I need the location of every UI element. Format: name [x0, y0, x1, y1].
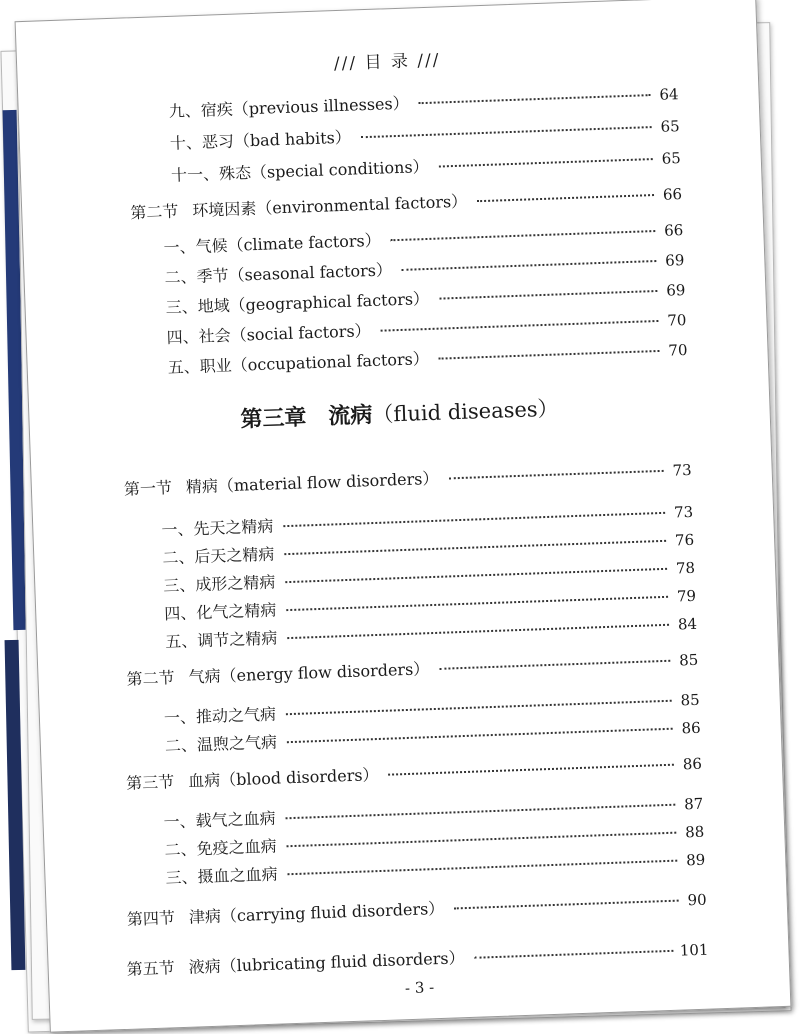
leader-dots — [439, 158, 653, 167]
toc-section-4[interactable] — [127, 887, 707, 930]
toc-entry-label: 一、先天之精病 — [161, 516, 274, 540]
chapter-number: 第三章 — [240, 404, 307, 433]
toc-entry-label: 一、气候（climate factors） — [163, 230, 382, 258]
toc-entry-page: 88 — [684, 822, 705, 842]
section-page: 73 — [672, 460, 692, 480]
leader-dots — [285, 568, 667, 583]
toc-entry-page: 70 — [668, 340, 688, 360]
section-title: 津病（carrying fluid disorders） — [188, 898, 445, 927]
toc-entry-label: 十、恶习（bad habits） — [169, 127, 352, 153]
toc-entry-page: 73 — [673, 502, 694, 522]
section-number: 第三节 — [125, 772, 175, 793]
toc-entry-page: 65 — [661, 149, 682, 168]
section-number: 第二节 — [129, 201, 179, 223]
toc-entry-page: 76 — [674, 530, 695, 550]
toc-entry-page: 86 — [681, 718, 701, 738]
toc-section-3[interactable] — [126, 751, 702, 794]
section-title: 气病（energy flow disorders） — [188, 659, 430, 687]
toc-entry-label: 三、地域（geographical factors） — [165, 288, 430, 318]
section-page: 101 — [679, 940, 709, 960]
section-page: 86 — [682, 754, 703, 774]
section-title: 精病（material flow disorders） — [185, 468, 439, 497]
section-page: 90 — [687, 890, 707, 910]
leader-dots — [381, 320, 659, 332]
leader-dots — [419, 94, 651, 104]
leader-dots — [439, 350, 660, 360]
section-title: 环境因素（environmental factors） — [191, 191, 468, 221]
page-header: /// 目 录 /// — [333, 50, 441, 75]
leader-dots — [361, 126, 652, 138]
toc-entry-page: 78 — [675, 558, 696, 578]
toc-entry-page: 66 — [663, 221, 684, 240]
toc-entry-label: 十一、殊态（special conditions） — [170, 156, 429, 185]
section-title: 血病（blood disorders） — [187, 765, 379, 791]
toc-entry-label: 四、社会（social factors） — [166, 321, 371, 348]
chapter-heading[interactable] — [29, 384, 770, 441]
section-page: 66 — [662, 185, 683, 204]
toc-entry-label: 九、宿疾（previous illnesses） — [168, 93, 409, 121]
leader-dots — [286, 596, 668, 611]
toc-entry-label: 三、成形之精病 — [163, 572, 276, 596]
section-page: 85 — [678, 650, 699, 670]
toc-entry-page: 70 — [667, 310, 687, 330]
section-number: 第二节 — [126, 668, 175, 689]
leader-dots — [287, 832, 677, 848]
leader-dots — [391, 230, 656, 241]
toc-entry-page: 85 — [680, 690, 700, 710]
toc-entry-label: 二、季节（seasonal factors） — [164, 260, 393, 288]
toc-entry-page: 64 — [659, 85, 679, 104]
leader-dots — [448, 470, 663, 480]
section-title: 液病（lubricating fluid disorders） — [188, 948, 465, 977]
page-number: - 3 - — [404, 978, 435, 998]
leader-dots — [287, 860, 677, 876]
leader-dots — [439, 660, 670, 670]
toc-entry-label: 三、摄血之血病 — [165, 864, 278, 888]
toc-section-environment[interactable] — [130, 181, 682, 223]
toc-entry-page: 84 — [677, 614, 698, 634]
toc-entry-label: 二、免疫之血病 — [164, 836, 277, 860]
leader-dots — [439, 290, 657, 300]
toc-entry-label: 五、调节之精病 — [164, 628, 278, 652]
toc-entry-page: 69 — [665, 281, 686, 300]
toc-entry-label: 一、载气之血病 — [163, 808, 276, 832]
chapter-title-en: （fluid diseases） — [371, 396, 559, 427]
leader-dots — [287, 624, 669, 639]
toc-entry-page: 69 — [664, 251, 685, 270]
toc-page — [15, 0, 792, 1033]
leader-dots — [284, 540, 666, 555]
leader-dots — [454, 900, 678, 910]
chapter-title: 流病 — [327, 402, 373, 430]
leader-dots — [474, 950, 673, 959]
section-number: 第四节 — [126, 908, 176, 929]
toc-entry-label: 四、化气之精病 — [164, 600, 277, 624]
toc-entry-label: 五、职业（occupational factors） — [167, 349, 430, 378]
leader-dots — [477, 194, 654, 202]
toc-entry-page: 79 — [676, 586, 697, 606]
leader-dots — [286, 804, 676, 820]
leader-dots — [402, 260, 656, 271]
toc-section-2[interactable] — [126, 647, 698, 690]
leader-dots — [287, 728, 673, 743]
toc-entry-label: 二、温煦之气病 — [164, 732, 278, 756]
section-number: 第五节 — [126, 958, 176, 979]
toc-entry-page: 65 — [660, 117, 680, 136]
section-number: 第一节 — [123, 478, 173, 499]
toc-entry-page: 87 — [683, 794, 704, 814]
toc-section-1[interactable] — [124, 457, 692, 500]
toc-entry-page: 89 — [685, 850, 706, 870]
leader-dots — [388, 764, 673, 776]
toc-entry-label: 二、后天之精病 — [162, 544, 275, 568]
toc-entry-label: 一、推动之气病 — [163, 704, 277, 728]
leader-dots — [286, 700, 672, 715]
leader-dots — [283, 512, 665, 527]
